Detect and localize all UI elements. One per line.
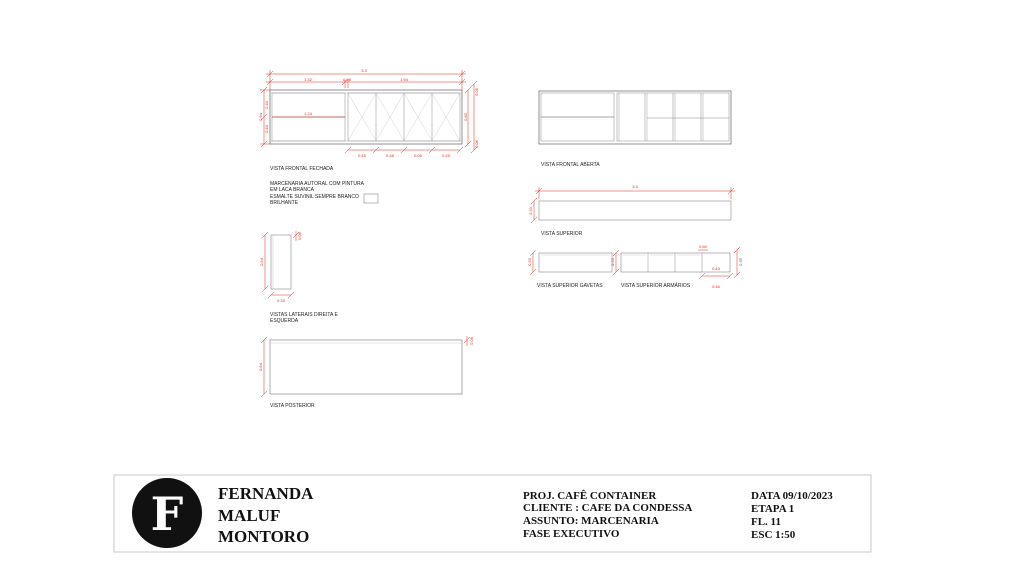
side-label-line1: VISTAS LATERAIS DIREITA E [270,312,338,318]
dim-cab-depth: 0.33 [610,258,615,266]
material-note [270,181,378,206]
sheet-number: FL. 11 [751,516,781,528]
top-cabinets-view [610,244,743,289]
dim-top-margin: 0.06 [474,88,479,96]
dim-cab-b: 0.43 [712,266,720,271]
dim-right-width: 1.94 [400,77,408,82]
scale: ESC 1:50 [751,529,796,541]
front-closed-label: VISTA FRONTAL FECHADA [270,166,334,172]
title-block [114,475,871,552]
dim-cab-d: 0.35 [738,258,743,266]
side-views [259,231,338,324]
back-label: VISTA POSTERIOR [270,403,315,409]
dim-inner-width: 1.24 [304,111,312,116]
dim-left-width: 1.32 [304,77,312,82]
legend-line1: ESMALTE SUVINIL SEMPRE BRANCO [270,194,359,200]
dim-total-width: 3.3 [361,68,367,73]
dim-side-height: 0.94 [259,258,264,266]
dim-cab-a: 0.60 [699,244,707,249]
note-line2: EM LACA BRANCA [270,187,314,193]
back-view [258,336,474,409]
front-open-view [539,91,731,168]
dim-overall-height: 0.94 [258,113,263,121]
project-name: PROJ. CAFÊ CONTAINER [523,490,657,502]
dim-side-depth: 0.06 [297,232,302,240]
side-label-line2: ESQUERDA [270,318,299,324]
top-drawers-view [527,250,612,289]
front-open-label: VISTA FRONTAL ABERTA [541,162,600,168]
legend-swatch [364,194,378,203]
designer-first-name: FERNANDA [218,484,314,503]
front-closed-view [258,68,479,172]
dim-back-top: 0.06 [469,337,474,345]
dim-upper-height: 0.40 [264,101,269,109]
dim-door3: 0.06 [414,153,422,158]
dim-top-depth: 0.33 [528,207,533,215]
dim-door1: 0.45 [358,153,366,158]
date: DATA 09/10/2023 [751,490,833,502]
top-drawers-label: VISTA SUPERIOR GAVETAS [537,283,603,289]
top-view [528,184,735,237]
subject: ASSUNTO: MARCENARIA [523,515,659,527]
designer-middle-name: MALUF [218,506,281,525]
logo-letter: F [150,487,184,541]
top-label: VISTA SUPERIOR [541,231,583,237]
phase: FASE EXECUTIVO [523,528,620,540]
dim-drawer-depth: 0.33 [527,258,532,266]
designer-last-name: MONTORO [218,527,310,546]
top-cabinets-label: VISTA SUPERIOR ARMÁRIOS [621,283,691,289]
client-name: CLIENTE : CAFE DA CONDESSA [523,502,693,514]
dim-door4: 0.45 [442,153,450,158]
dim-right-height: 0.80 [463,113,468,121]
legend-line2: BRILHANTE [270,200,299,206]
dim-lower-height: 0.40 [264,125,269,133]
dim-door2: 0.48 [386,153,394,158]
dim-side-width: 0.33 [277,298,285,303]
dim-top-total: 3.3 [632,184,638,189]
note-line1: MARCENARIA AUTORAL COM PINTURA [270,181,364,187]
stage: ETAPA 1 [751,503,795,515]
dim-cab-c: 0.46 [712,284,720,289]
dim-back-height: 0.94 [258,363,263,371]
dim-gap: 0.06 [343,77,351,82]
designer-logo [132,478,202,548]
dim-bottom-margin: 0.06 [474,140,479,148]
